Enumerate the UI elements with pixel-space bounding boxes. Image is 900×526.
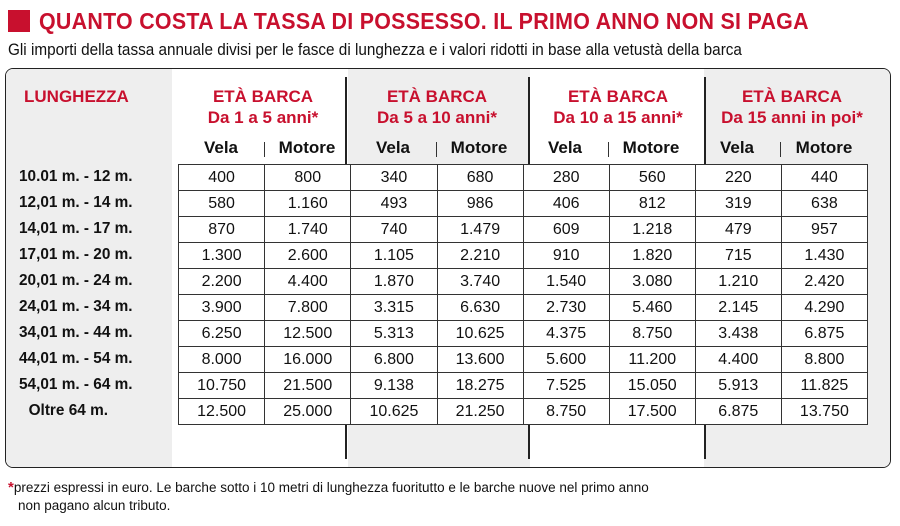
length-header: LUNGHEZZA bbox=[24, 87, 129, 106]
table-row bbox=[179, 373, 868, 399]
cell-motore: 6.875 bbox=[781, 321, 867, 347]
tax-table-frame bbox=[5, 68, 891, 468]
table-row bbox=[179, 399, 868, 425]
row-label: 17,01 m. - 20 m. bbox=[19, 246, 133, 263]
cell-motore: 15.050 bbox=[609, 373, 695, 399]
headline bbox=[8, 6, 867, 36]
cell-motore: 2.600 bbox=[265, 243, 351, 269]
cell-vela: 910 bbox=[523, 243, 609, 269]
cell-motore: 10.625 bbox=[437, 321, 523, 347]
cell-vela: 1.540 bbox=[523, 269, 609, 295]
cell-motore: 13.600 bbox=[437, 347, 523, 373]
cell-vela: 3.438 bbox=[695, 321, 781, 347]
cell-vela: 220 bbox=[695, 165, 781, 191]
cell-vela: 3.315 bbox=[351, 295, 437, 321]
cell-motore: 1.160 bbox=[265, 191, 351, 217]
cell-vela: 580 bbox=[179, 191, 265, 217]
cell-motore: 21.250 bbox=[437, 399, 523, 425]
cell-vela: 4.400 bbox=[695, 347, 781, 373]
group-header-15-plus: ETÀ BARCA Da 15 anni in poi* bbox=[721, 87, 863, 127]
cell-motore: 986 bbox=[437, 191, 523, 217]
cell-motore: 2.420 bbox=[781, 269, 867, 295]
cell-vela: 715 bbox=[695, 243, 781, 269]
table-row bbox=[179, 347, 868, 373]
cell-motore: 1.740 bbox=[265, 217, 351, 243]
cell-vela: 400 bbox=[179, 165, 265, 191]
cell-vela: 1.210 bbox=[695, 269, 781, 295]
sub-header-vela: Vela bbox=[203, 138, 239, 157]
cell-motore: 2.210 bbox=[437, 243, 523, 269]
cell-vela: 6.800 bbox=[351, 347, 437, 373]
table-row bbox=[179, 243, 868, 269]
sub-header-vela: Vela bbox=[719, 138, 755, 157]
row-label: 20,01 m. - 24 m. bbox=[19, 272, 133, 289]
cell-motore: 560 bbox=[609, 165, 695, 191]
cell-motore: 3.080 bbox=[609, 269, 695, 295]
cell-vela: 870 bbox=[179, 217, 265, 243]
cell-vela: 2.200 bbox=[179, 269, 265, 295]
asterisk: * bbox=[8, 479, 14, 496]
footnote-line-2: non pagano alcun tributo. bbox=[18, 498, 171, 513]
cell-motore: 1.218 bbox=[609, 217, 695, 243]
cell-motore: 6.630 bbox=[437, 295, 523, 321]
cell-vela: 2.145 bbox=[695, 295, 781, 321]
cell-vela: 493 bbox=[351, 191, 437, 217]
cell-motore: 25.000 bbox=[265, 399, 351, 425]
cell-motore: 800 bbox=[265, 165, 351, 191]
cell-vela: 5.600 bbox=[523, 347, 609, 373]
cell-vela: 5.313 bbox=[351, 321, 437, 347]
cell-motore: 440 bbox=[781, 165, 867, 191]
cell-motore: 13.750 bbox=[781, 399, 867, 425]
cell-vela: 10.625 bbox=[351, 399, 437, 425]
cell-motore: 8.800 bbox=[781, 347, 867, 373]
table-row bbox=[179, 165, 868, 191]
cell-motore: 638 bbox=[781, 191, 867, 217]
cell-motore: 1.430 bbox=[781, 243, 867, 269]
cell-motore: 5.460 bbox=[609, 295, 695, 321]
cell-vela: 6.875 bbox=[695, 399, 781, 425]
cell-motore: 21.500 bbox=[265, 373, 351, 399]
footnote bbox=[8, 479, 888, 515]
cell-motore: 11.200 bbox=[609, 347, 695, 373]
row-label: Oltre 64 m. bbox=[28, 402, 108, 419]
cell-motore: 18.275 bbox=[437, 373, 523, 399]
row-labels bbox=[19, 164, 169, 424]
cell-vela: 10.750 bbox=[179, 373, 265, 399]
cell-motore: 4.400 bbox=[265, 269, 351, 295]
cell-motore: 8.750 bbox=[609, 321, 695, 347]
cell-vela: 340 bbox=[351, 165, 437, 191]
table-row bbox=[179, 269, 868, 295]
group-header-1-5: ETÀ BARCA Da 1 a 5 anni* bbox=[207, 87, 319, 127]
cell-motore: 4.290 bbox=[781, 295, 867, 321]
table-row bbox=[179, 191, 868, 217]
cell-vela: 319 bbox=[695, 191, 781, 217]
sub-header-motore: Motore bbox=[278, 138, 336, 157]
red-square-icon bbox=[8, 10, 30, 32]
cell-vela: 1.300 bbox=[179, 243, 265, 269]
table-row bbox=[179, 321, 868, 347]
cell-vela: 9.138 bbox=[351, 373, 437, 399]
cell-motore: 17.500 bbox=[609, 399, 695, 425]
cell-motore: 1.479 bbox=[437, 217, 523, 243]
cell-motore: 680 bbox=[437, 165, 523, 191]
cell-vela: 1.105 bbox=[351, 243, 437, 269]
cell-motore: 16.000 bbox=[265, 347, 351, 373]
row-label: 14,01 m. - 17 m. bbox=[19, 220, 133, 237]
row-label: 24,01 m. - 34 m. bbox=[19, 298, 133, 315]
cell-motore: 7.800 bbox=[265, 295, 351, 321]
cell-vela: 2.730 bbox=[523, 295, 609, 321]
sub-header-motore: Motore bbox=[622, 138, 680, 157]
row-label: 54,01 m. - 64 m. bbox=[19, 376, 133, 393]
values-grid bbox=[178, 164, 868, 425]
cell-motore: 3.740 bbox=[437, 269, 523, 295]
sub-header-motore: Motore bbox=[450, 138, 508, 157]
cell-vela: 1.870 bbox=[351, 269, 437, 295]
sub-header-motore: Motore bbox=[795, 138, 853, 157]
row-label: 34,01 m. - 44 m. bbox=[19, 324, 133, 341]
table-row bbox=[179, 217, 868, 243]
cell-vela: 7.525 bbox=[523, 373, 609, 399]
cell-vela: 5.913 bbox=[695, 373, 781, 399]
table-row bbox=[179, 295, 868, 321]
row-label: 44,01 m. - 54 m. bbox=[19, 350, 133, 367]
cell-vela: 8.000 bbox=[179, 347, 265, 373]
cell-motore: 11.825 bbox=[781, 373, 867, 399]
cell-vela: 3.900 bbox=[179, 295, 265, 321]
sub-header-vela: Vela bbox=[547, 138, 583, 157]
footnote-line-1: *prezzi espressi in euro. Le barche sotto i 10 metri di lunghezza fuoritutto e le barche nuove nel primo anno bbox=[8, 479, 649, 496]
cell-vela: 8.750 bbox=[523, 399, 609, 425]
sub-header-vela: Vela bbox=[375, 138, 411, 157]
cell-vela: 406 bbox=[523, 191, 609, 217]
cell-motore: 812 bbox=[609, 191, 695, 217]
group-header-10-15: ETÀ BARCA Da 10 a 15 anni* bbox=[553, 87, 683, 127]
cell-motore: 957 bbox=[781, 217, 867, 243]
cell-vela: 740 bbox=[351, 217, 437, 243]
cell-motore: 12.500 bbox=[265, 321, 351, 347]
subtitle: Gli importi della tassa annuale divisi per le fasce di lunghezza e i valori ridotti in base alla vetustà della barca bbox=[8, 40, 742, 59]
cell-vela: 4.375 bbox=[523, 321, 609, 347]
cell-vela: 280 bbox=[523, 165, 609, 191]
cell-vela: 6.250 bbox=[179, 321, 265, 347]
headline-text: QUANTO COSTA LA TASSA DI POSSESSO. IL PRIMO ANNO NON SI PAGA bbox=[39, 7, 809, 34]
group-header-5-10: ETÀ BARCA Da 5 a 10 anni* bbox=[376, 87, 497, 127]
cell-vela: 609 bbox=[523, 217, 609, 243]
cell-vela: 12.500 bbox=[179, 399, 265, 425]
cell-vela: 479 bbox=[695, 217, 781, 243]
row-label: 12,01 m. - 14 m. bbox=[19, 194, 133, 211]
cell-motore: 1.820 bbox=[609, 243, 695, 269]
row-label: 10.01 m. - 12 m. bbox=[19, 168, 133, 185]
